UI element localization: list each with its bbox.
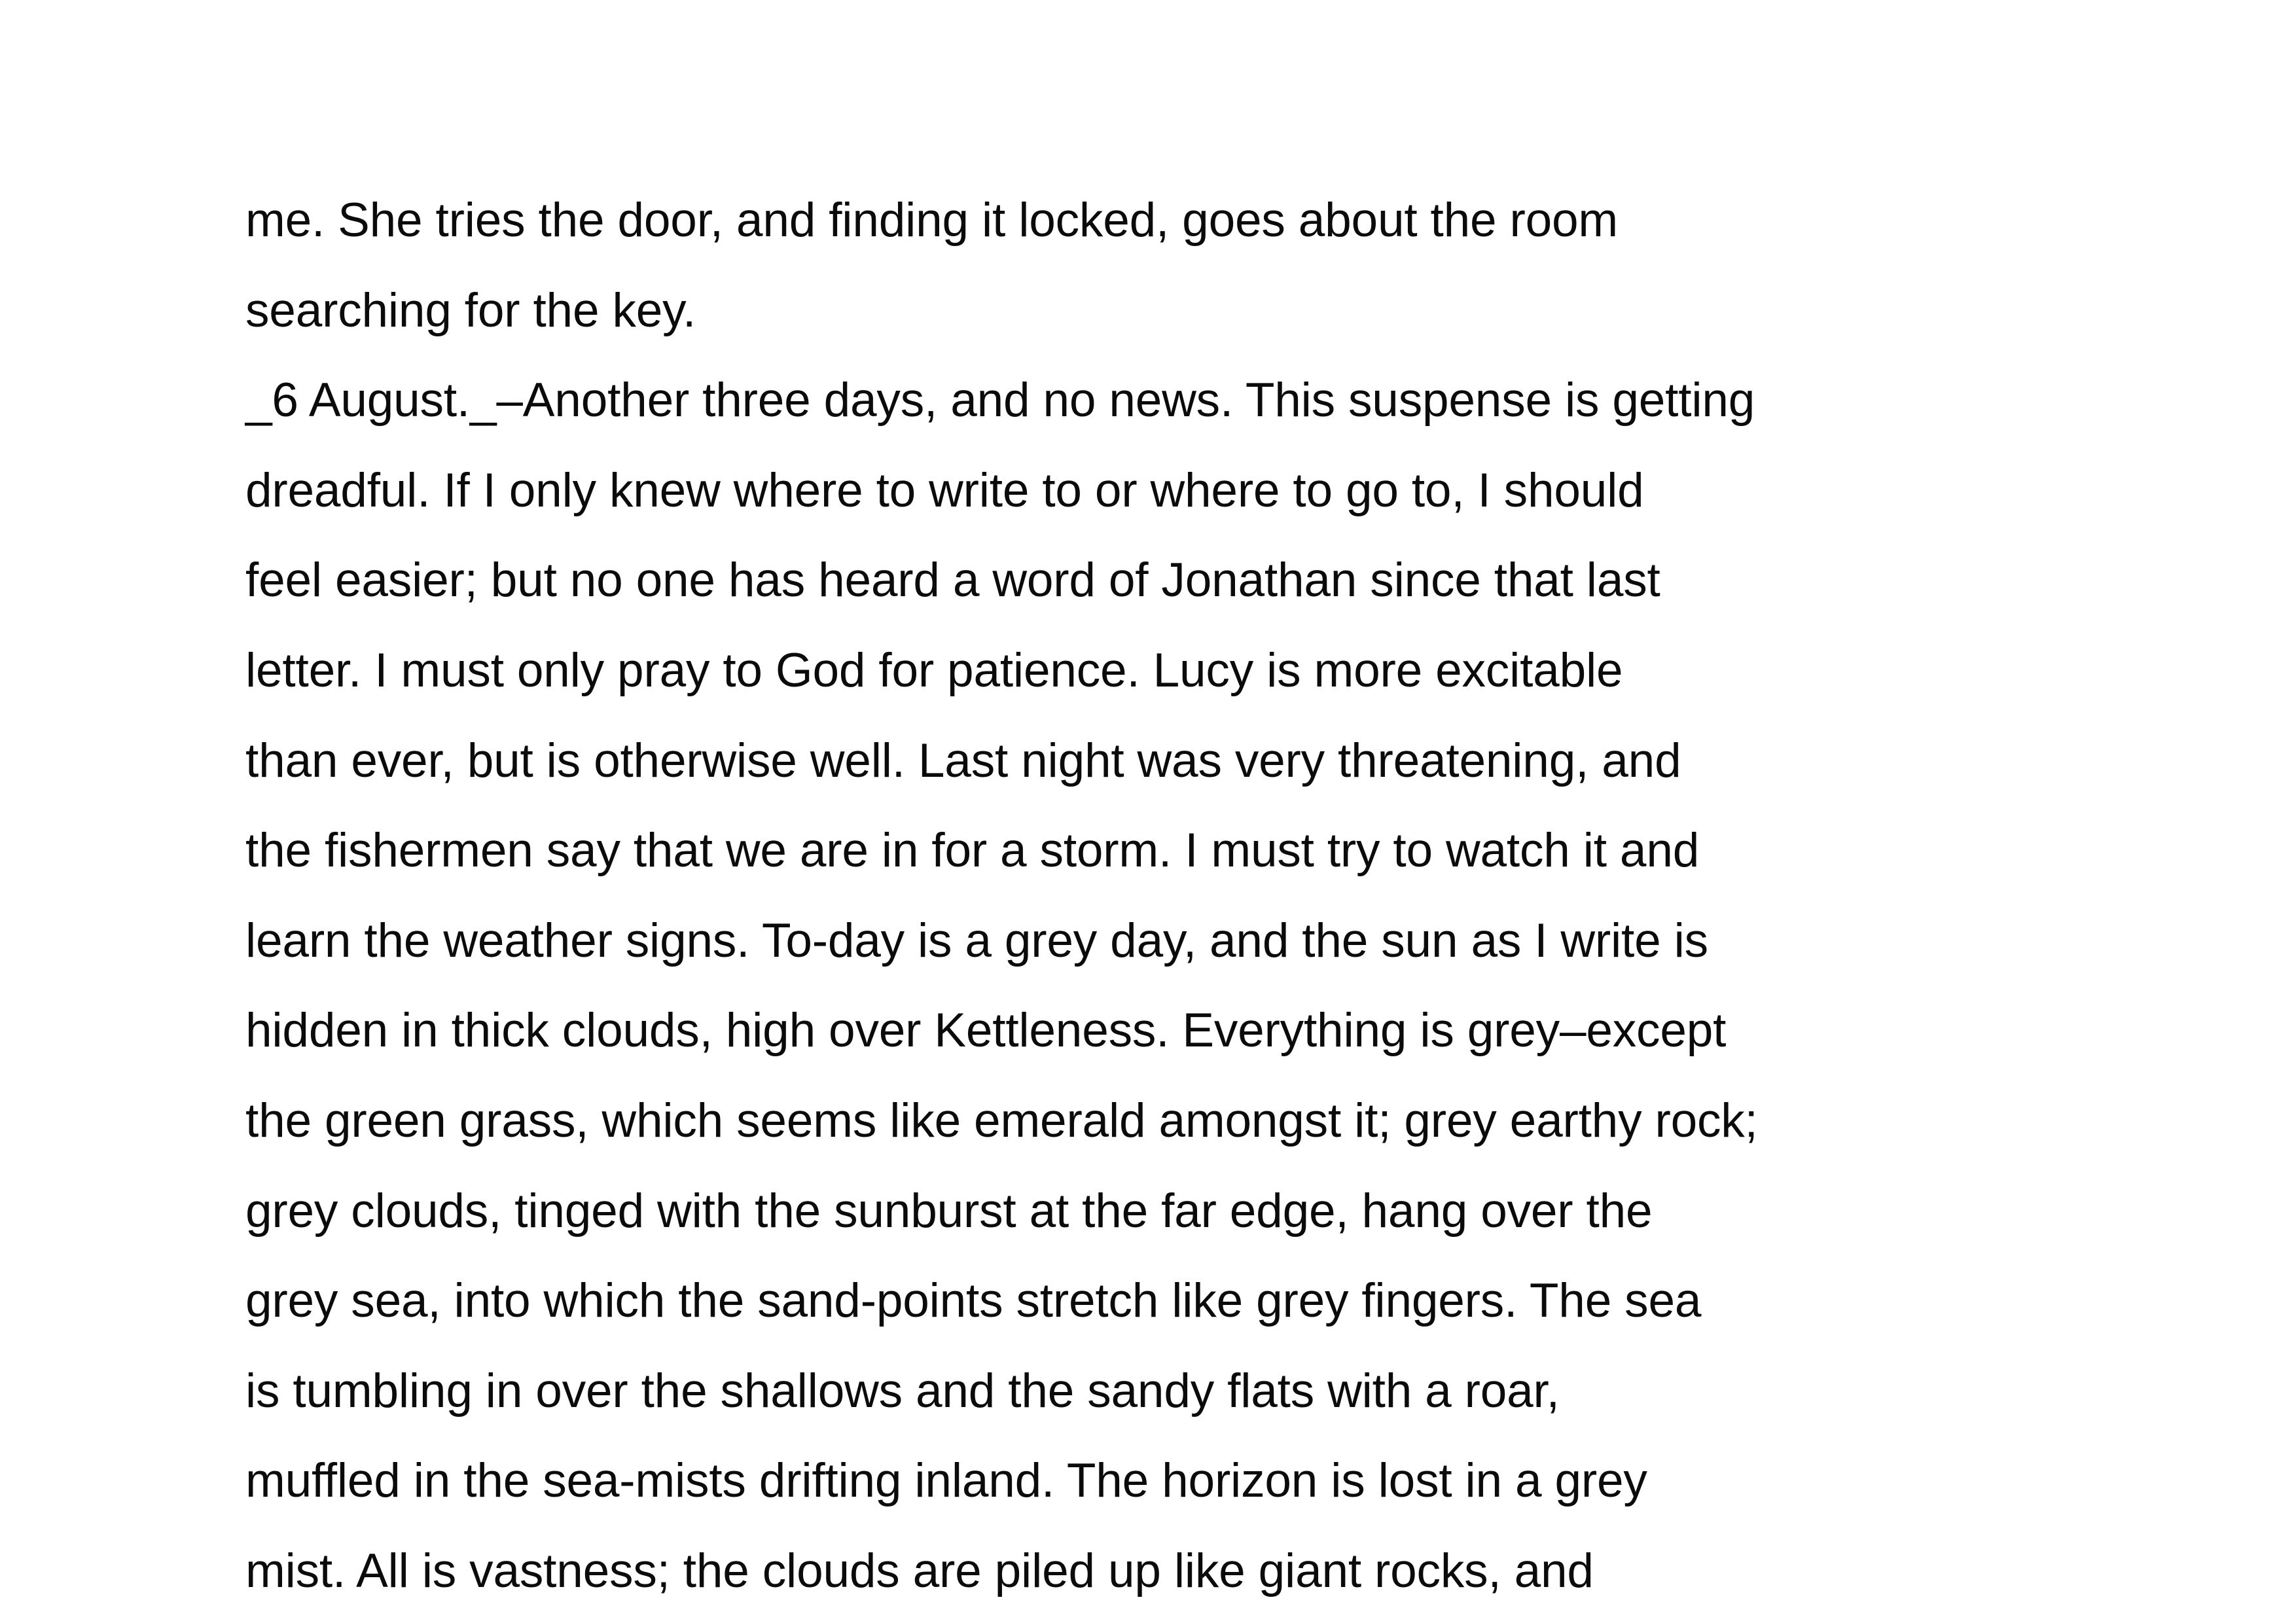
text-line: learn the weather signs. To-day is a grey day, and the sun as I write is bbox=[245, 914, 1708, 967]
text-line: than ever, but is otherwise well. Last night was very threatening, and bbox=[245, 734, 1681, 787]
text-line: dreadful. If I only knew where to write to or where to go to, I should bbox=[245, 463, 1644, 517]
text-line: the fishermen say that we are in for a storm. I must try to watch it and bbox=[245, 824, 1700, 878]
text-line: the green grass, which seems like emerald amongst it; grey earthy rock; bbox=[245, 1094, 1758, 1147]
text-line: grey clouds, tinged with the sunburst at the far edge, hang over the bbox=[245, 1184, 1653, 1238]
body-text bbox=[245, 175, 2078, 1616]
text-line: letter. I must only pray to God for patience. Lucy is more excitable bbox=[245, 643, 1623, 697]
text-line: muffled in the sea-mists drifting inland. The horizon is lost in a grey bbox=[245, 1454, 1647, 1508]
text-line: me. She tries the door, and finding it locked, goes about the room bbox=[245, 194, 1618, 247]
text-line: _6 August._–Another three days, and no news. This suspense is getting bbox=[245, 374, 1755, 427]
text-line: feel easier; but no one has heard a word of Jonathan since that last bbox=[245, 554, 1660, 607]
text-line: searching for the key. bbox=[245, 283, 696, 337]
text-line: grey sea, into which the sand-points stretch like grey fingers. The sea bbox=[245, 1274, 1702, 1328]
text-line: hidden in thick clouds, high over Kettleness. Everything is grey–except bbox=[245, 1004, 1727, 1058]
text-line: mist. All is vastness; the clouds are piled up like giant rocks, and bbox=[245, 1544, 1594, 1597]
text-line: is tumbling in over the shallows and the sandy flats with a roar, bbox=[245, 1364, 1560, 1418]
